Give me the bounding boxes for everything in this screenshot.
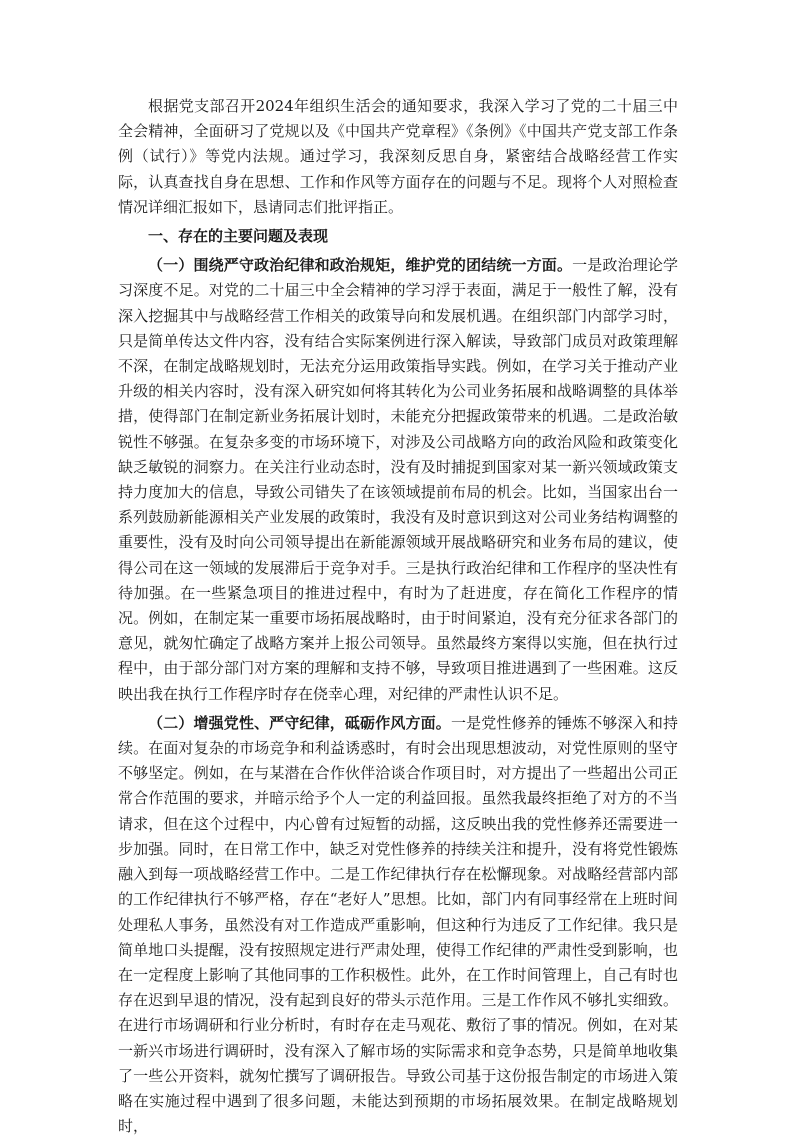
document-body: [118, 94, 678, 1139]
subsection-title-1: （一）围绕严守政治纪律和政治规矩，维护党的团结统一方面。: [148, 256, 573, 275]
section-paragraph-1: [118, 253, 678, 707]
intro-paragraph: 根据党支部召开2024年组织生活会的通知要求，我深入学习了党的二十届三中全会精神，全面研习了党规以及《中国共产党章程》《条例》《中国共产党支部工作条例（试行）》等党内法规。通过学习，我深刻反思自身，紧密结合战略经营工作实际，认真查找自身在思想、工作和作风等方面存在的问题与不足。现将个人对照检查情况详细汇报如下，恳请同志们批评指正。: [118, 97, 678, 216]
section-paragraph-2: [118, 711, 678, 1139]
section-heading: 一、存在的主要问题及表现: [148, 227, 329, 246]
subsection-body-1: 一是政治理论学习深度不足。对党的二十届三中全会精神的学习浮于表面，满足于一般性了解，没有深入挖掘其中与战略经营工作相关的政策导向和发展机遇。在组织部门内部学习时，只是简单传达文件内容，没有结合实际案例进行深入解读，导致部门成员对政策理解不深，在制定战略规划时，无法充分运用政策指导实践。例如，在学习关于推动产业升级的相关内容时，没有深入研究如何将其转化为公司业务拓展和战略调整的具体举措，使得部门在制定新业务拓展计划时，未能充分把握政策带来的机遇。二是政治敏锐性不够强。在复杂多变的市场环境下，对涉及公司战略方向的政治风险和政策变化缺乏敏锐的洞察力。在关注行业动态时，没有及时捕捉到国家对某一新兴领域政策支持力度加大的信息，导致公司错失了在该领域提前布局的机会。比如，当国家出台一系列鼓励新能源相关产业发展的政策时，我没有及时意识到这对公司业务结构调整的重要性，没有及时向公司领导提出在新能源领域开展战略研究和业务布局的建议，使得公司在这一领域的发展滞后于竞争对手。三是执行政治纪律和工作程序的坚决性有待加强。在一些紧急项目的推进过程中，有时为了赶进度，存在简化工作程序的情况。例如，在制定某一重要市场拓展战略时，由于时间紧迫，没有充分征求各部门的意见，就匆忙确定了战略方案并上报公司领导。虽然最终方案得以实施，但在执行过程中，由于部分部门对方案的理解和支持不够，导致项目推进遇到了一些困难。这反映出我在执行工作程序时存在侥幸心理，对纪律的严肃性认识不足。: [118, 256, 678, 703]
subsection-body-2: 一是党性修养的锤炼不够深入和持续。在面对复杂的市场竞争和利益诱惑时，有时会出现思想波动，对党性原则的坚守不够坚定。例如，在与某潜在合作伙伴洽谈合作项目时，对方提出了一些超出公司正常合作范围的要求，并暗示给予个人一定的利益回报。虽然我最终拒绝了对方的不当请求，但在这个过程中，内心曾有过短暂的动摇，这反映出我的党性修养还需要进一步加强。同时，在日常工作中，缺乏对党性修养的持续关注和提升，没有将党性锻炼融入到每一项战略经营工作中。二是工作纪律执行存在松懈现象。对战略经营部内部的工作纪律执行不够严格，存在“老好人”思想。比如，部门内有同事经常在上班时间处理私人事务，虽然没有对工作造成严重影响，但这种行为违反了工作纪律。我只是简单地口头提醒，没有按照规定进行严肃处理，使得工作纪律的严肃性受到影响，也在一定程度上影响了其他同事的工作积极性。此外，在工作时间管理上，自己有时也存在迟到早退的情况，没有起到良好的带头示范作用。三是工作作风不够扎实细致。在进行市场调研和行业分析时，有时存在走马观花、敷衍了事的情况。例如，在对某一新兴市场进行调研时，没有深入了解市场的实际需求和竞争态势，只是简单地收集了一些公开资料，就匆忙撰写了调研报告。导致公司基于这份报告制定的市场进入策略在实施过程中遇到了很多问题，未能达到预期的市场拓展效果。在制定战略规划时，: [118, 713, 678, 1136]
subsection-title-2: （二）增强党性、严守纪律，砥砺作风方面。: [148, 713, 451, 732]
